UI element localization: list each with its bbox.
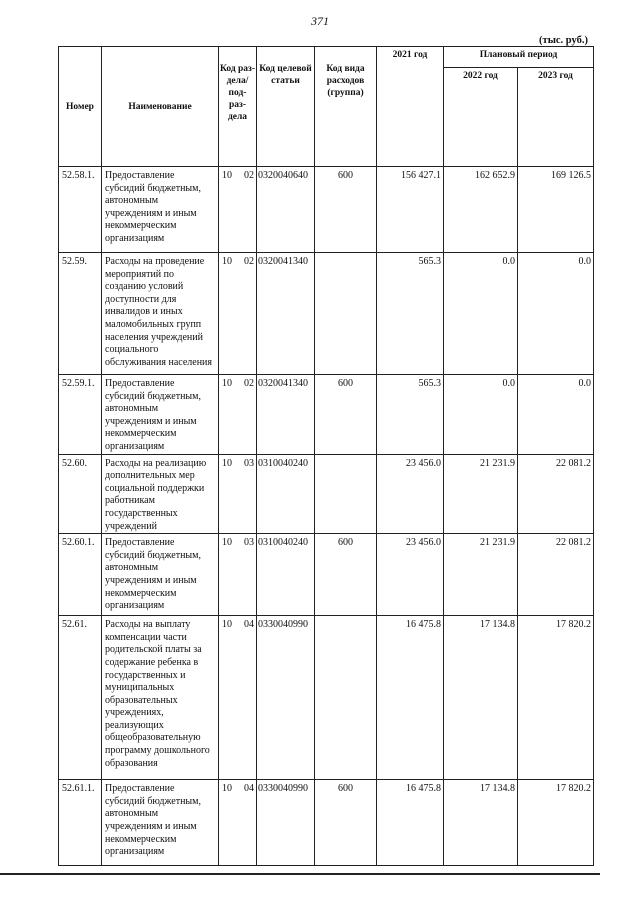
- row-value-2022: 0.0: [444, 375, 518, 455]
- page-number: 371: [311, 14, 329, 28]
- row-value-2023: 0.0: [518, 253, 594, 375]
- row-number: 52.60.1.: [59, 534, 102, 616]
- row-expense-kind: 600: [315, 780, 377, 866]
- row-value-2021: 16 475.8: [377, 780, 444, 866]
- row-value-2022: 17 134.8: [444, 616, 518, 780]
- row-name: Расходы на реализацию дополнительных мер социальной поддержки работникам государственных учреждений: [102, 454, 219, 534]
- budget-table: [58, 46, 594, 866]
- table-row: [59, 454, 594, 534]
- row-value-2022: 17 134.8: [444, 780, 518, 866]
- row-value-2021: 23 456.0: [377, 534, 444, 616]
- row-expense-kind: [315, 454, 377, 534]
- row-value-2021: 16 475.8: [377, 616, 444, 780]
- row-subsection-code: 04: [244, 783, 254, 795]
- units-label: (тыс. руб.): [539, 35, 588, 46]
- header-planned-period: Плановый период: [444, 47, 594, 68]
- header-kind: Код вида расходов (группа): [315, 47, 377, 167]
- row-target-code: 0320041340: [257, 375, 315, 455]
- row-name: Предоставление субсидий бюджетным, автономным учреждениям и иным некоммерческим организациям: [102, 375, 219, 455]
- header-2022: 2022 год: [444, 68, 518, 167]
- row-name: Предоставление субсидий бюджетным, автономным учреждениям и иным некоммерческим организациям: [102, 167, 219, 253]
- row-value-2021: 565.3: [377, 375, 444, 455]
- row-section: [219, 534, 257, 616]
- row-value-2021: 565.3: [377, 253, 444, 375]
- row-value-2022: 162 652.9: [444, 167, 518, 253]
- table-row: [59, 167, 594, 253]
- row-value-2022: 21 231.9: [444, 454, 518, 534]
- row-value-2021: 156 427.1: [377, 167, 444, 253]
- row-section-code: 10: [222, 457, 232, 469]
- row-number: 52.59.: [59, 253, 102, 375]
- row-target-code: 0320041340: [257, 253, 315, 375]
- row-value-2023: 169 126.5: [518, 167, 594, 253]
- row-section: [219, 375, 257, 455]
- row-number: 52.61.1.: [59, 780, 102, 866]
- row-section-code: 10: [222, 170, 232, 181]
- table-row: [59, 616, 594, 780]
- row-value-2023: 17 820.2: [518, 616, 594, 780]
- row-number: 52.59.1.: [59, 375, 102, 455]
- header-section: Код раз- дела/ под- раз- дела: [219, 47, 257, 167]
- page-bottom-rule: [0, 873, 600, 875]
- row-value-2023: 0.0: [518, 375, 594, 455]
- row-name: Расходы на выплату компенсации части родительской платы за содержание ребенка в государственных и муниципальных образовательных учреждениях, реализующих общеобразовательную программу дошкольного образования: [102, 616, 219, 780]
- row-name: Предоставление субсидий бюджетным, автономным учреждениям и иным некоммерческим организациям: [102, 534, 219, 616]
- row-subsection-code: 02: [244, 170, 254, 181]
- row-number: 52.61.: [59, 616, 102, 780]
- row-target-code: 0330040990: [257, 780, 315, 866]
- row-section: [219, 253, 257, 375]
- row-subsection-code: 02: [244, 256, 254, 267]
- row-name: Расходы на проведение мероприятий по созданию условий доступности для инвалидов и иных маломобильных групп населения учреждений социального обслуживания населения: [102, 253, 219, 375]
- row-value-2023: 17 820.2: [518, 780, 594, 866]
- row-target-code: 0310040240: [257, 454, 315, 534]
- header-target: Код целевой статьи: [257, 47, 315, 167]
- row-number: 52.60.: [59, 454, 102, 534]
- table-row: [59, 253, 594, 375]
- row-expense-kind: [315, 616, 377, 780]
- row-section-code: 10: [222, 378, 232, 389]
- table-row: [59, 375, 594, 455]
- row-value-2022: 0.0: [444, 253, 518, 375]
- row-section: [219, 454, 257, 534]
- row-section: [219, 780, 257, 866]
- row-target-code: 0310040240: [257, 534, 315, 616]
- row-expense-kind: 600: [315, 375, 377, 455]
- row-value-2022: 21 231.9: [444, 534, 518, 616]
- row-target-code: 0320040640: [257, 167, 315, 253]
- row-name: Предоставление субсидий бюджетным, автономным учреждениям и иным некоммерческим организациям: [102, 780, 219, 866]
- row-expense-kind: 600: [315, 534, 377, 616]
- row-subsection-code: 03: [244, 537, 254, 549]
- row-section: [219, 167, 257, 253]
- row-value-2023: 22 081.2: [518, 454, 594, 534]
- table-row: [59, 780, 594, 866]
- row-number: 52.58.1.: [59, 167, 102, 253]
- row-value-2021: 23 456.0: [377, 454, 444, 534]
- row-expense-kind: 600: [315, 167, 377, 253]
- row-section-code: 10: [222, 256, 232, 267]
- row-subsection-code: 04: [244, 619, 254, 631]
- header-number: Номер: [59, 47, 102, 167]
- row-subsection-code: 02: [244, 378, 254, 389]
- row-section-code: 10: [222, 537, 232, 549]
- header-name: Наименование: [102, 47, 219, 167]
- row-section-code: 10: [222, 619, 232, 631]
- row-target-code: 0330040990: [257, 616, 315, 780]
- row-value-2023: 22 081.2: [518, 534, 594, 616]
- row-expense-kind: [315, 253, 377, 375]
- row-subsection-code: 03: [244, 457, 254, 469]
- table-row: [59, 534, 594, 616]
- header-2023: 2023 год: [518, 68, 594, 167]
- row-section-code: 10: [222, 783, 232, 795]
- header-2021: 2021 год: [377, 47, 444, 167]
- row-section: [219, 616, 257, 780]
